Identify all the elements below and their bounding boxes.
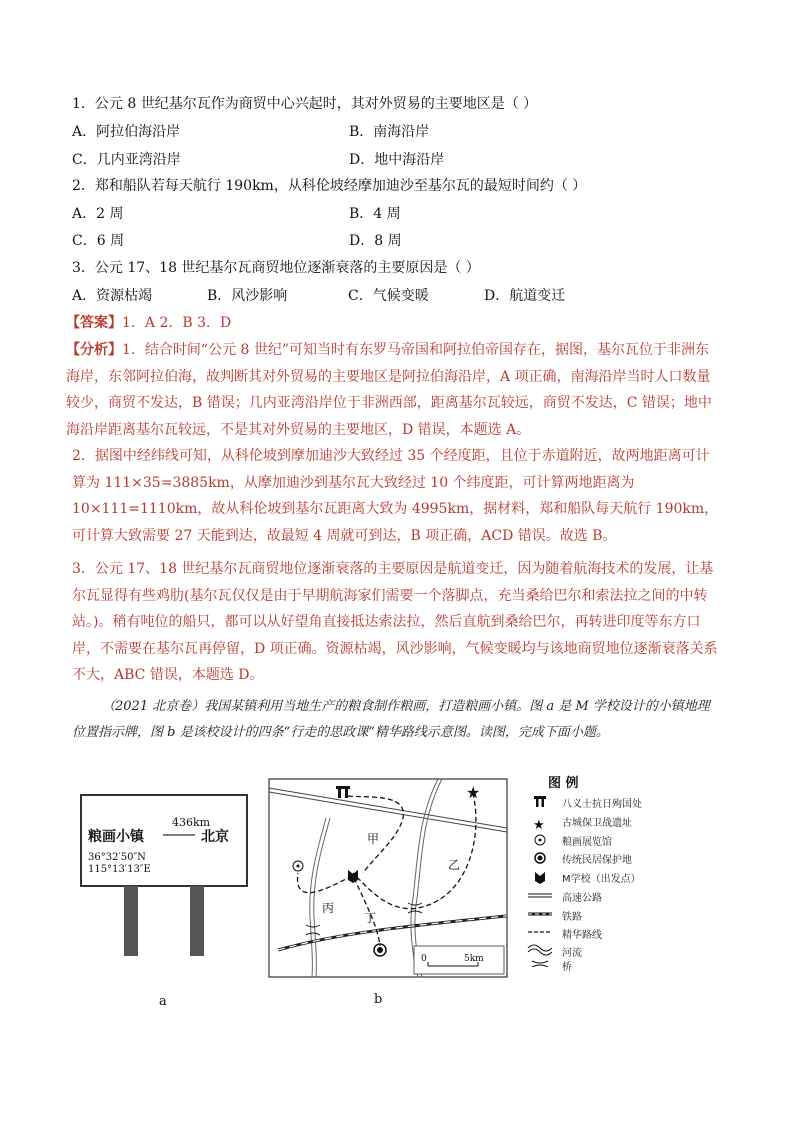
q1-option-c: C．几内亚湾沿岸 <box>72 152 181 168</box>
answer-line <box>66 313 231 333</box>
analysis-key: 【分析】 <box>66 342 122 358</box>
q2-option-c: C．6 周 <box>72 233 125 249</box>
q1-stem: 1．公元 8 世纪基尔瓦作为商贸中心兴起时，其对外贸易的主要地区是（ ） <box>72 96 538 112</box>
legend-item-school: M学校（出发点） <box>562 874 641 885</box>
q3-option-d: D．航道变迁 <box>484 288 566 304</box>
section-intro: （2021 北京卷）我国某镇利用当地生产的粮食制作粮画，打造粮画小镇。图 a 是 M 学校设计的小镇地理位置指示牌，图 b 是该校设计的四条“行走的思政课”精华路线示意图。读图，完成下面小题。 <box>72 699 710 740</box>
sign-city: 北京 <box>201 829 229 845</box>
scale-distance: 5km <box>464 954 484 964</box>
analysis-p1-block <box>66 337 722 443</box>
q2-option-d: D．8 周 <box>349 233 402 249</box>
label-jia: 甲 <box>367 832 380 846</box>
q1-option-a: A．阿拉伯海沿岸 <box>72 124 181 140</box>
label-yi: 乙 <box>448 858 461 872</box>
legend-title: 图 例 <box>548 776 579 791</box>
highway-symbol <box>528 894 552 897</box>
sign-town: 粮画小镇 <box>88 829 144 845</box>
legend-item-exhibition: 粮画展览馆 <box>562 837 612 848</box>
q2-option-b: B．4 周 <box>349 206 401 222</box>
analysis-p1: 1．结合时间“公元 8 世纪”可知当时有东罗马帝国和阿拉伯帝国存在，据图，基尔瓦位于非洲东海岸，东邻阿拉伯海，故判断其对外贸易的主要地区是阿拉伯海沿岸，A 项正确，南海沿岸当时人口数量较少，商贸不发达，B 错误；几内亚湾沿岸位于非洲西部，距离基尔瓦较远，商贸不发达，C 错误；地中海沿岸距离基尔瓦较远，不是其对外贸易的主要地区，D 错误，本题选 A。 <box>66 342 712 438</box>
legend-item-route: 精华路线 <box>562 930 602 941</box>
figure-a-caption: a <box>159 994 167 1009</box>
q1-option-d: D．地中海沿岸 <box>349 152 445 168</box>
legend-item-river: 河流 <box>562 948 582 959</box>
exhibition-hall-icon <box>535 835 545 845</box>
signboard-graphic <box>80 790 250 960</box>
figure-b-caption: b <box>374 992 383 1007</box>
answer-key: 【答案】 <box>66 315 122 331</box>
bridge-icon <box>532 961 548 967</box>
legend-symbols <box>518 772 558 967</box>
river-symbol <box>528 945 552 955</box>
label-bing: 丙 <box>322 901 335 915</box>
map-legend <box>518 772 668 973</box>
figure-a <box>80 790 250 960</box>
legend-item-highway: 高速公路 <box>562 893 602 904</box>
scale-zero: 0 <box>421 954 427 964</box>
q2-option-a: A．2 周 <box>72 206 124 222</box>
star-icon: ★ <box>533 818 545 833</box>
fortress-star-icon: ★ <box>466 783 481 802</box>
analysis-p2: 2．据图中经纬线可知，从科伦坡到摩加迪沙大致经过 35 个经度距，且位于赤道附近，故两地距离可计算为 111×35=3885km，从摩加迪沙到基尔瓦大致经过 10 个纬度距，可计算两地距离为 10×111=1110km，故从科伦坡到基尔瓦距离大致为 4995km，据材料，郑和船队每天航行 190km，可计算大致需要 27 天能到达，故最短 4 周就可到达，B 项正确，ACD 错误。故选 B。 <box>72 448 719 544</box>
q3-option-a: A．资源枯竭 <box>72 288 153 304</box>
route-map <box>268 778 508 978</box>
q3-option-b: B．风沙影响 <box>207 288 288 304</box>
q3-stem: 3．公元 17、18 世纪基尔瓦商贸地位逐渐衰落的主要原因是（ ） <box>72 260 480 276</box>
analysis-p3: 3．公元 17、18 世纪基尔瓦商贸地位逐渐衰落的主要原因是航道变迁，因为随着航海技术的发展，让基尔瓦显得有些鸡肋(基尔瓦仅仅是由于早期航海家们需要一个落脚点，充当桑给巴尔和索法拉之间的中转站。)。稍有吨位的船只，都可以从好望角直接抵达索法拉，然后直航到桑给巴尔，再转进印度等东方口岸，不需要在基尔瓦再停留，D 项正确。资源枯竭，风沙影响，气候变暖均与该地商贸地位逐渐衰落关系不大，ABC 错误，本题选 D。 <box>72 561 718 683</box>
legend-item-dwelling: 传统民居保护地 <box>562 855 632 866</box>
legend-item-bridge: 桥 <box>562 962 572 973</box>
heritage-dwelling-icon <box>535 853 545 863</box>
label-ding: 丁 <box>364 911 377 925</box>
legend-item-fortress: 古城保卫战遗址 <box>562 818 632 829</box>
legend-item-railway: 铁路 <box>562 912 582 923</box>
figure-b <box>268 778 508 978</box>
sign-distance: 436km <box>172 816 211 829</box>
school-book-icon <box>535 872 545 884</box>
q3-option-c: C．气候变暖 <box>348 288 429 304</box>
q2-stem: 2．郑和船队若每天航行 190km，从科伦坡经摩加迪沙至基尔瓦的最短时间约（ ） <box>72 178 587 194</box>
legend-item-memorial: 八义士抗日殉国处 <box>562 799 642 810</box>
memorial-icon <box>534 796 546 807</box>
sign-lat: 36°32′50″N <box>88 852 146 863</box>
sign-lon: 115°13′13″E <box>88 864 151 875</box>
answer-text: 1．A 2．B 3．D <box>122 315 232 331</box>
q1-option-b: B．南海沿岸 <box>349 124 430 140</box>
